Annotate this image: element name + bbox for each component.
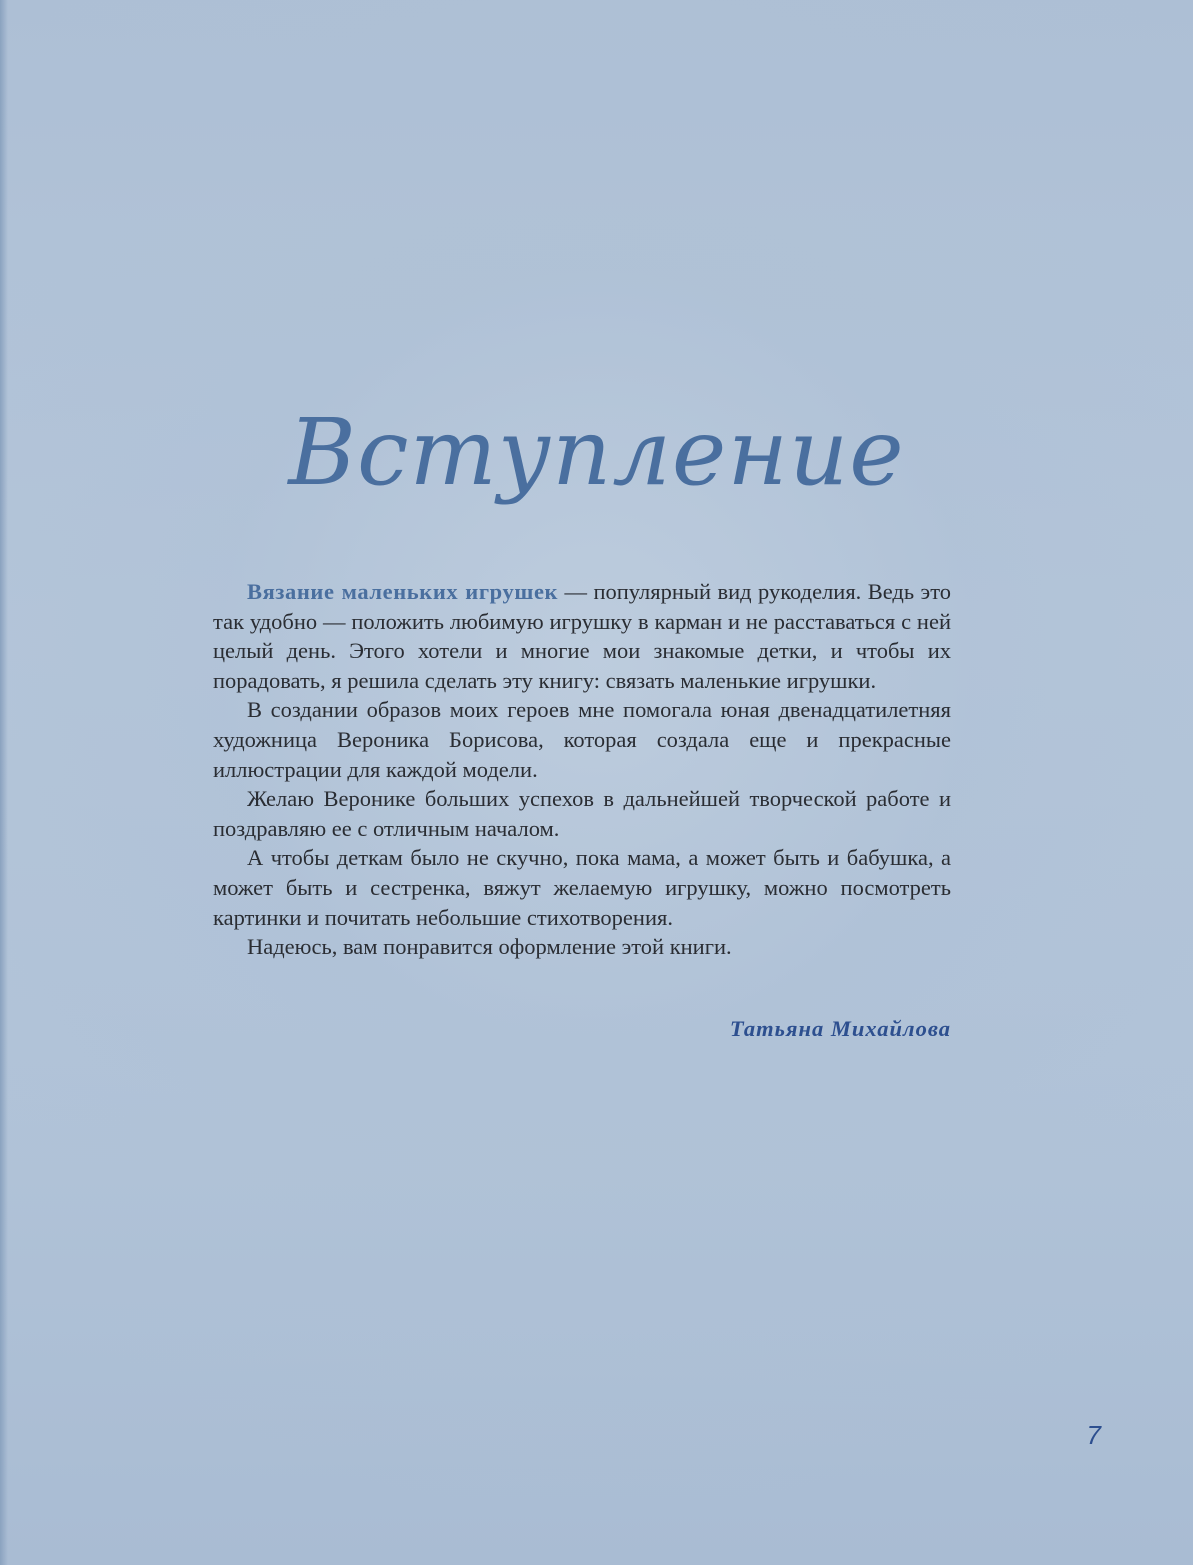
paragraph-2: В создании образов моих героев мне помогала юная двенадцатилетняя художница Вероника Борисова, которая создала еще и прекрасные иллюстрации для каждой модели.	[213, 697, 951, 782]
intro-text	[213, 577, 951, 962]
paragraph-3: Желаю Веронике больших успехов в дальнейшей творческой работе и поздравляю ее с отличным началом.	[213, 786, 951, 841]
lead-phrase: Вязание маленьких игрушек	[247, 579, 559, 604]
paragraph-1	[213, 577, 951, 695]
paragraph-1-text: — популярный вид рукоделия. Ведь это так удобно — положить любимую игрушку в карман и не расставаться с ней целый день. Этого хотели и многие мои знакомые детки, и чтобы их порадовать, я решила сделать эту книгу: связать маленькие игрушки.	[213, 579, 952, 693]
author-signature: Татьяна Михайлова	[729, 1016, 951, 1041]
paragraph-4: А чтобы деткам было не скучно, пока мама, а может быть и бабушка, а может быть и сестренка, вяжут желаемую игрушку, можно посмотреть картинки и почитать небольшие стихотворения.	[213, 845, 951, 930]
page-title: Вступление	[288, 399, 905, 506]
page-edge	[0, 0, 8, 1565]
paragraph-5: Надеюсь, вам понравится оформление этой книги.	[247, 934, 732, 960]
page-number: 7	[1086, 1420, 1101, 1450]
